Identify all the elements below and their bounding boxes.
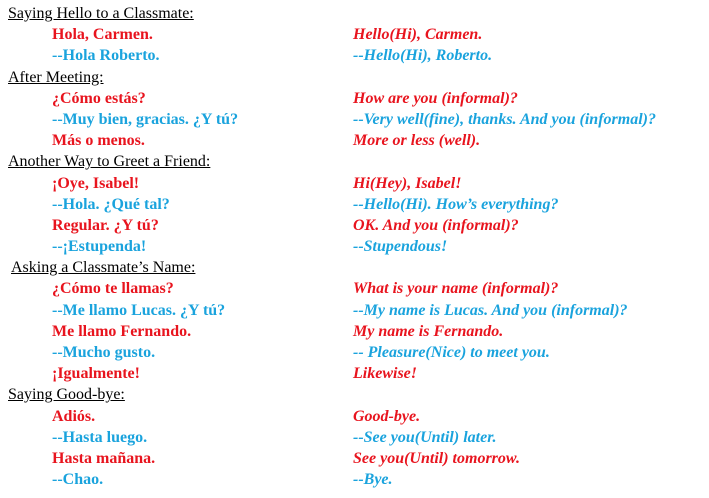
english-translation: See you(Until) tomorrow. [353, 449, 520, 467]
spanish-phrase: --Muy bien, gracias. ¿Y tú? [52, 110, 239, 128]
section-heading-line [0, 151, 709, 172]
english-translation: --Stupendous! [353, 238, 448, 256]
section-heading-line [0, 384, 709, 405]
phrase-row [0, 45, 709, 66]
spanish-phrase: --Chao. [52, 471, 104, 489]
phrase-row [0, 363, 709, 384]
spanish-phrase: ¿Cómo te llamas? [52, 280, 174, 298]
section-heading: Saying Good-bye: [8, 386, 125, 404]
english-translation: --Hello(Hi). How’s everything? [353, 195, 559, 213]
spanish-phrase: Hasta mañana. [52, 449, 156, 467]
english-translation: Good-bye. [353, 407, 421, 425]
phrase-row [0, 24, 709, 45]
phrase-row [0, 406, 709, 427]
english-translation: Hello(Hi), Carmen. [353, 26, 483, 44]
spanish-phrase: Hola, Carmen. [52, 26, 153, 44]
spanish-phrase: --Hola Roberto. [52, 47, 160, 65]
phrase-row [0, 194, 709, 215]
section-heading-line [0, 257, 709, 278]
phrase-row [0, 427, 709, 448]
phrase-document [0, 3, 709, 490]
section-heading-line [0, 67, 709, 88]
english-translation: --See you(Until) later. [353, 428, 497, 446]
phrase-row [0, 321, 709, 342]
section-heading: Asking a Classmate’s Name: [11, 259, 196, 277]
section-heading: Another Way to Greet a Friend: [8, 153, 211, 171]
spanish-phrase: ¡Igualmente! [52, 365, 140, 383]
english-translation: --Very well(fine), thanks. And you (informal)? [353, 110, 656, 128]
phrase-row [0, 88, 709, 109]
phrase-row [0, 448, 709, 469]
phrase-row [0, 469, 709, 490]
english-translation: My name is Fernando. [353, 322, 504, 340]
phrase-row [0, 278, 709, 299]
english-translation: What is your name (informal)? [353, 280, 559, 298]
spanish-phrase: --¡Estupenda! [52, 238, 147, 256]
phrase-row [0, 215, 709, 236]
phrase-row [0, 109, 709, 130]
spanish-phrase: Más o menos. [52, 132, 145, 150]
section-heading: Saying Hello to a Classmate: [8, 5, 194, 22]
english-translation: -- Pleasure(Nice) to meet you. [353, 344, 550, 361]
phrase-row [0, 300, 709, 321]
english-translation: --Hello(Hi), Roberto. [353, 47, 493, 65]
english-translation: More or less (well). [353, 132, 481, 150]
spanish-phrase: --Me llamo Lucas. ¿Y tú? [52, 301, 226, 319]
phrase-row [0, 236, 709, 257]
phrase-row [0, 173, 709, 194]
phrase-row [0, 130, 709, 151]
phrase-row [0, 342, 709, 363]
spanish-phrase: ¡Oye, Isabel! [52, 174, 140, 192]
spanish-phrase: Adiós. [52, 407, 96, 425]
english-translation: OK. And you (informal)? [353, 216, 519, 234]
spanish-phrase: --Hola. ¿Qué tal? [52, 195, 170, 213]
spanish-phrase: ¿Cómo estás? [52, 89, 146, 107]
english-translation: Hi(Hey), Isabel! [353, 174, 462, 192]
english-translation: How are you (informal)? [353, 89, 518, 107]
spanish-phrase: --Hasta luego. [52, 428, 148, 446]
english-translation: --Bye. [353, 471, 393, 489]
english-translation: Likewise! [353, 365, 417, 383]
spanish-phrase: Regular. ¿Y tú? [52, 216, 159, 234]
section-heading-line [0, 3, 709, 24]
spanish-phrase: --Mucho gusto. [52, 344, 156, 361]
spanish-phrase: Me llamo Fernando. [52, 322, 192, 340]
english-translation: --My name is Lucas. And you (informal)? [353, 301, 628, 319]
section-heading: After Meeting: [8, 68, 104, 86]
